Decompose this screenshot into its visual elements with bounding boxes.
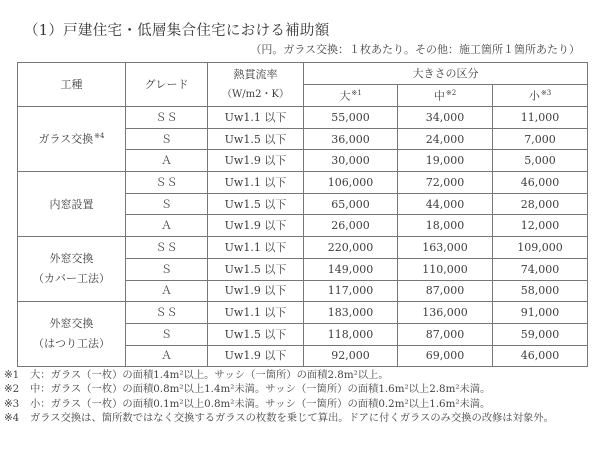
footnote-mark: ※4 xyxy=(4,411,20,424)
grade-cell: ＳＳ xyxy=(126,237,208,259)
grade-cell: Ｓ xyxy=(126,193,208,215)
small-cell: 28,000 xyxy=(493,193,588,215)
uw-cell: Uw1.5 以下 xyxy=(208,128,304,150)
table-row xyxy=(18,172,588,194)
medium-cell: 163,000 xyxy=(398,237,493,259)
uw-cell: Uw1.9 以下 xyxy=(208,280,304,302)
grade-cell: Ｓ xyxy=(126,323,208,345)
footnote-text: 小：ガラス（一枚）の面積0.1m²以上0.8m²未満。サッシ（一箇所）の面積0.2m²以上1.6m²未満。 xyxy=(30,397,491,410)
uw-cell: Uw1.5 以下 xyxy=(208,193,304,215)
header-large-note: ※1 xyxy=(351,88,362,97)
uw-cell: Uw1.1 以下 xyxy=(208,237,304,259)
small-cell: 109,000 xyxy=(493,237,588,259)
work-type-label: 外窓交換 xyxy=(49,317,94,331)
grade-cell: Ａ xyxy=(126,345,208,367)
small-cell: 59,000 xyxy=(493,323,588,345)
large-cell: 92,000 xyxy=(304,345,398,367)
header-medium-note: ※2 xyxy=(445,88,457,97)
grade-cell: ＳＳ xyxy=(126,302,208,324)
work-type-label: 外窓交換 xyxy=(49,252,94,266)
work-type-cell xyxy=(18,237,126,302)
grade-cell: Ａ xyxy=(126,215,208,237)
unit-note: （円。ガラス交換：１枚あたり。その他：施工箇所１箇所あたり） xyxy=(250,43,580,56)
grade-cell: ＳＳ xyxy=(126,172,208,194)
medium-cell: 44,000 xyxy=(398,193,493,215)
header-heat-transfer xyxy=(208,63,304,107)
footnote-text: 中：ガラス（一枚）の面積0.8m²以上1.4m²未満。サッシ（一箇所）の面積1.6m²以上2.8m²未満。 xyxy=(30,383,491,396)
uw-cell: Uw1.9 以下 xyxy=(208,215,304,237)
work-type-method: （カバー工法） xyxy=(33,272,110,286)
header-large-label: 大 xyxy=(339,89,351,103)
large-cell: 220,000 xyxy=(304,237,398,259)
header-large xyxy=(304,85,398,107)
footnote-mark: ※1 xyxy=(4,369,20,381)
large-cell: 183,000 xyxy=(304,302,398,324)
large-cell: 55,000 xyxy=(304,107,398,129)
table-row xyxy=(18,237,588,259)
grade-cell: Ａ xyxy=(126,150,208,172)
work-type-label: 内窓設置 xyxy=(49,197,94,211)
footnote-mark: ※2 xyxy=(4,383,20,396)
table-row xyxy=(18,302,588,324)
grade-cell: Ｓ xyxy=(126,258,208,280)
header-grade: グレード xyxy=(126,63,208,107)
footnote xyxy=(4,411,554,425)
large-cell: 30,000 xyxy=(304,150,398,172)
header-work-type: 工種 xyxy=(18,63,126,107)
large-cell: 106,000 xyxy=(304,172,398,194)
header-small-label: 小 xyxy=(528,89,540,103)
work-type-label: ガラス交換 xyxy=(38,132,94,146)
large-cell: 36,000 xyxy=(304,128,398,150)
small-cell: 91,000 xyxy=(493,302,588,324)
large-cell: 26,000 xyxy=(304,215,398,237)
header-heat-transfer-line1: 熱貫流率 xyxy=(233,67,278,81)
header-small xyxy=(493,85,588,107)
footnote xyxy=(4,368,554,382)
medium-cell: 19,000 xyxy=(398,150,493,172)
medium-cell: 87,000 xyxy=(398,323,493,345)
footnote-text: ガラス交換は、箇所数ではなく交換するガラスの枚数を乗じて算出。ドアに付くガラスのみ交換の改修は対象外。 xyxy=(30,411,554,424)
small-cell: 58,000 xyxy=(493,280,588,302)
small-cell: 46,000 xyxy=(493,172,588,194)
grade-cell: Ｓ xyxy=(126,128,208,150)
page-title: （1）戸建住宅・低層集合住宅における補助額 xyxy=(24,23,330,39)
medium-cell: 24,000 xyxy=(398,128,493,150)
uw-cell: Uw1.1 以下 xyxy=(208,107,304,129)
work-type-cell xyxy=(18,302,126,367)
medium-cell: 136,000 xyxy=(398,302,493,324)
small-cell: 12,000 xyxy=(493,215,588,237)
grade-cell: Ａ xyxy=(126,280,208,302)
header-medium xyxy=(398,85,493,107)
header-small-note: ※3 xyxy=(540,88,552,97)
uw-cell: Uw1.5 以下 xyxy=(208,323,304,345)
uw-cell: Uw1.9 以下 xyxy=(208,150,304,172)
small-cell: 11,000 xyxy=(493,107,588,129)
medium-cell: 34,000 xyxy=(398,107,493,129)
footnote xyxy=(4,382,554,396)
table-row xyxy=(18,107,588,129)
footnote-text: 大：ガラス（一枚）の面積1.4m²以上。サッシ（一箇所）の面積2.8m²以上。 xyxy=(30,369,389,381)
header-heat-transfer-line2: （W/m2・K） xyxy=(222,88,289,100)
uw-cell: Uw1.9 以下 xyxy=(208,345,304,367)
subsidy-table xyxy=(17,62,588,367)
footnote xyxy=(4,397,554,411)
small-cell: 74,000 xyxy=(493,258,588,280)
uw-cell: Uw1.5 以下 xyxy=(208,258,304,280)
large-cell: 65,000 xyxy=(304,193,398,215)
header-size-category: 大きさの区分 xyxy=(304,63,588,85)
grade-cell: ＳＳ xyxy=(126,107,208,129)
large-cell: 149,000 xyxy=(304,258,398,280)
small-cell: 7,000 xyxy=(493,128,588,150)
large-cell: 117,000 xyxy=(304,280,398,302)
footnotes xyxy=(4,368,554,425)
uw-cell: Uw1.1 以下 xyxy=(208,302,304,324)
work-type-cell xyxy=(18,107,126,172)
small-cell: 5,000 xyxy=(493,150,588,172)
work-type-cell xyxy=(18,172,126,237)
work-type-method: （はつり工法） xyxy=(33,337,110,351)
work-type-note: ※4 xyxy=(94,132,105,141)
header-medium-label: 中 xyxy=(433,89,445,103)
medium-cell: 72,000 xyxy=(398,172,493,194)
medium-cell: 110,000 xyxy=(398,258,493,280)
footnote-mark: ※3 xyxy=(4,397,20,410)
medium-cell: 18,000 xyxy=(398,215,493,237)
medium-cell: 87,000 xyxy=(398,280,493,302)
small-cell: 46,000 xyxy=(493,345,588,367)
medium-cell: 69,000 xyxy=(398,345,493,367)
uw-cell: Uw1.1 以下 xyxy=(208,172,304,194)
large-cell: 118,000 xyxy=(304,323,398,345)
